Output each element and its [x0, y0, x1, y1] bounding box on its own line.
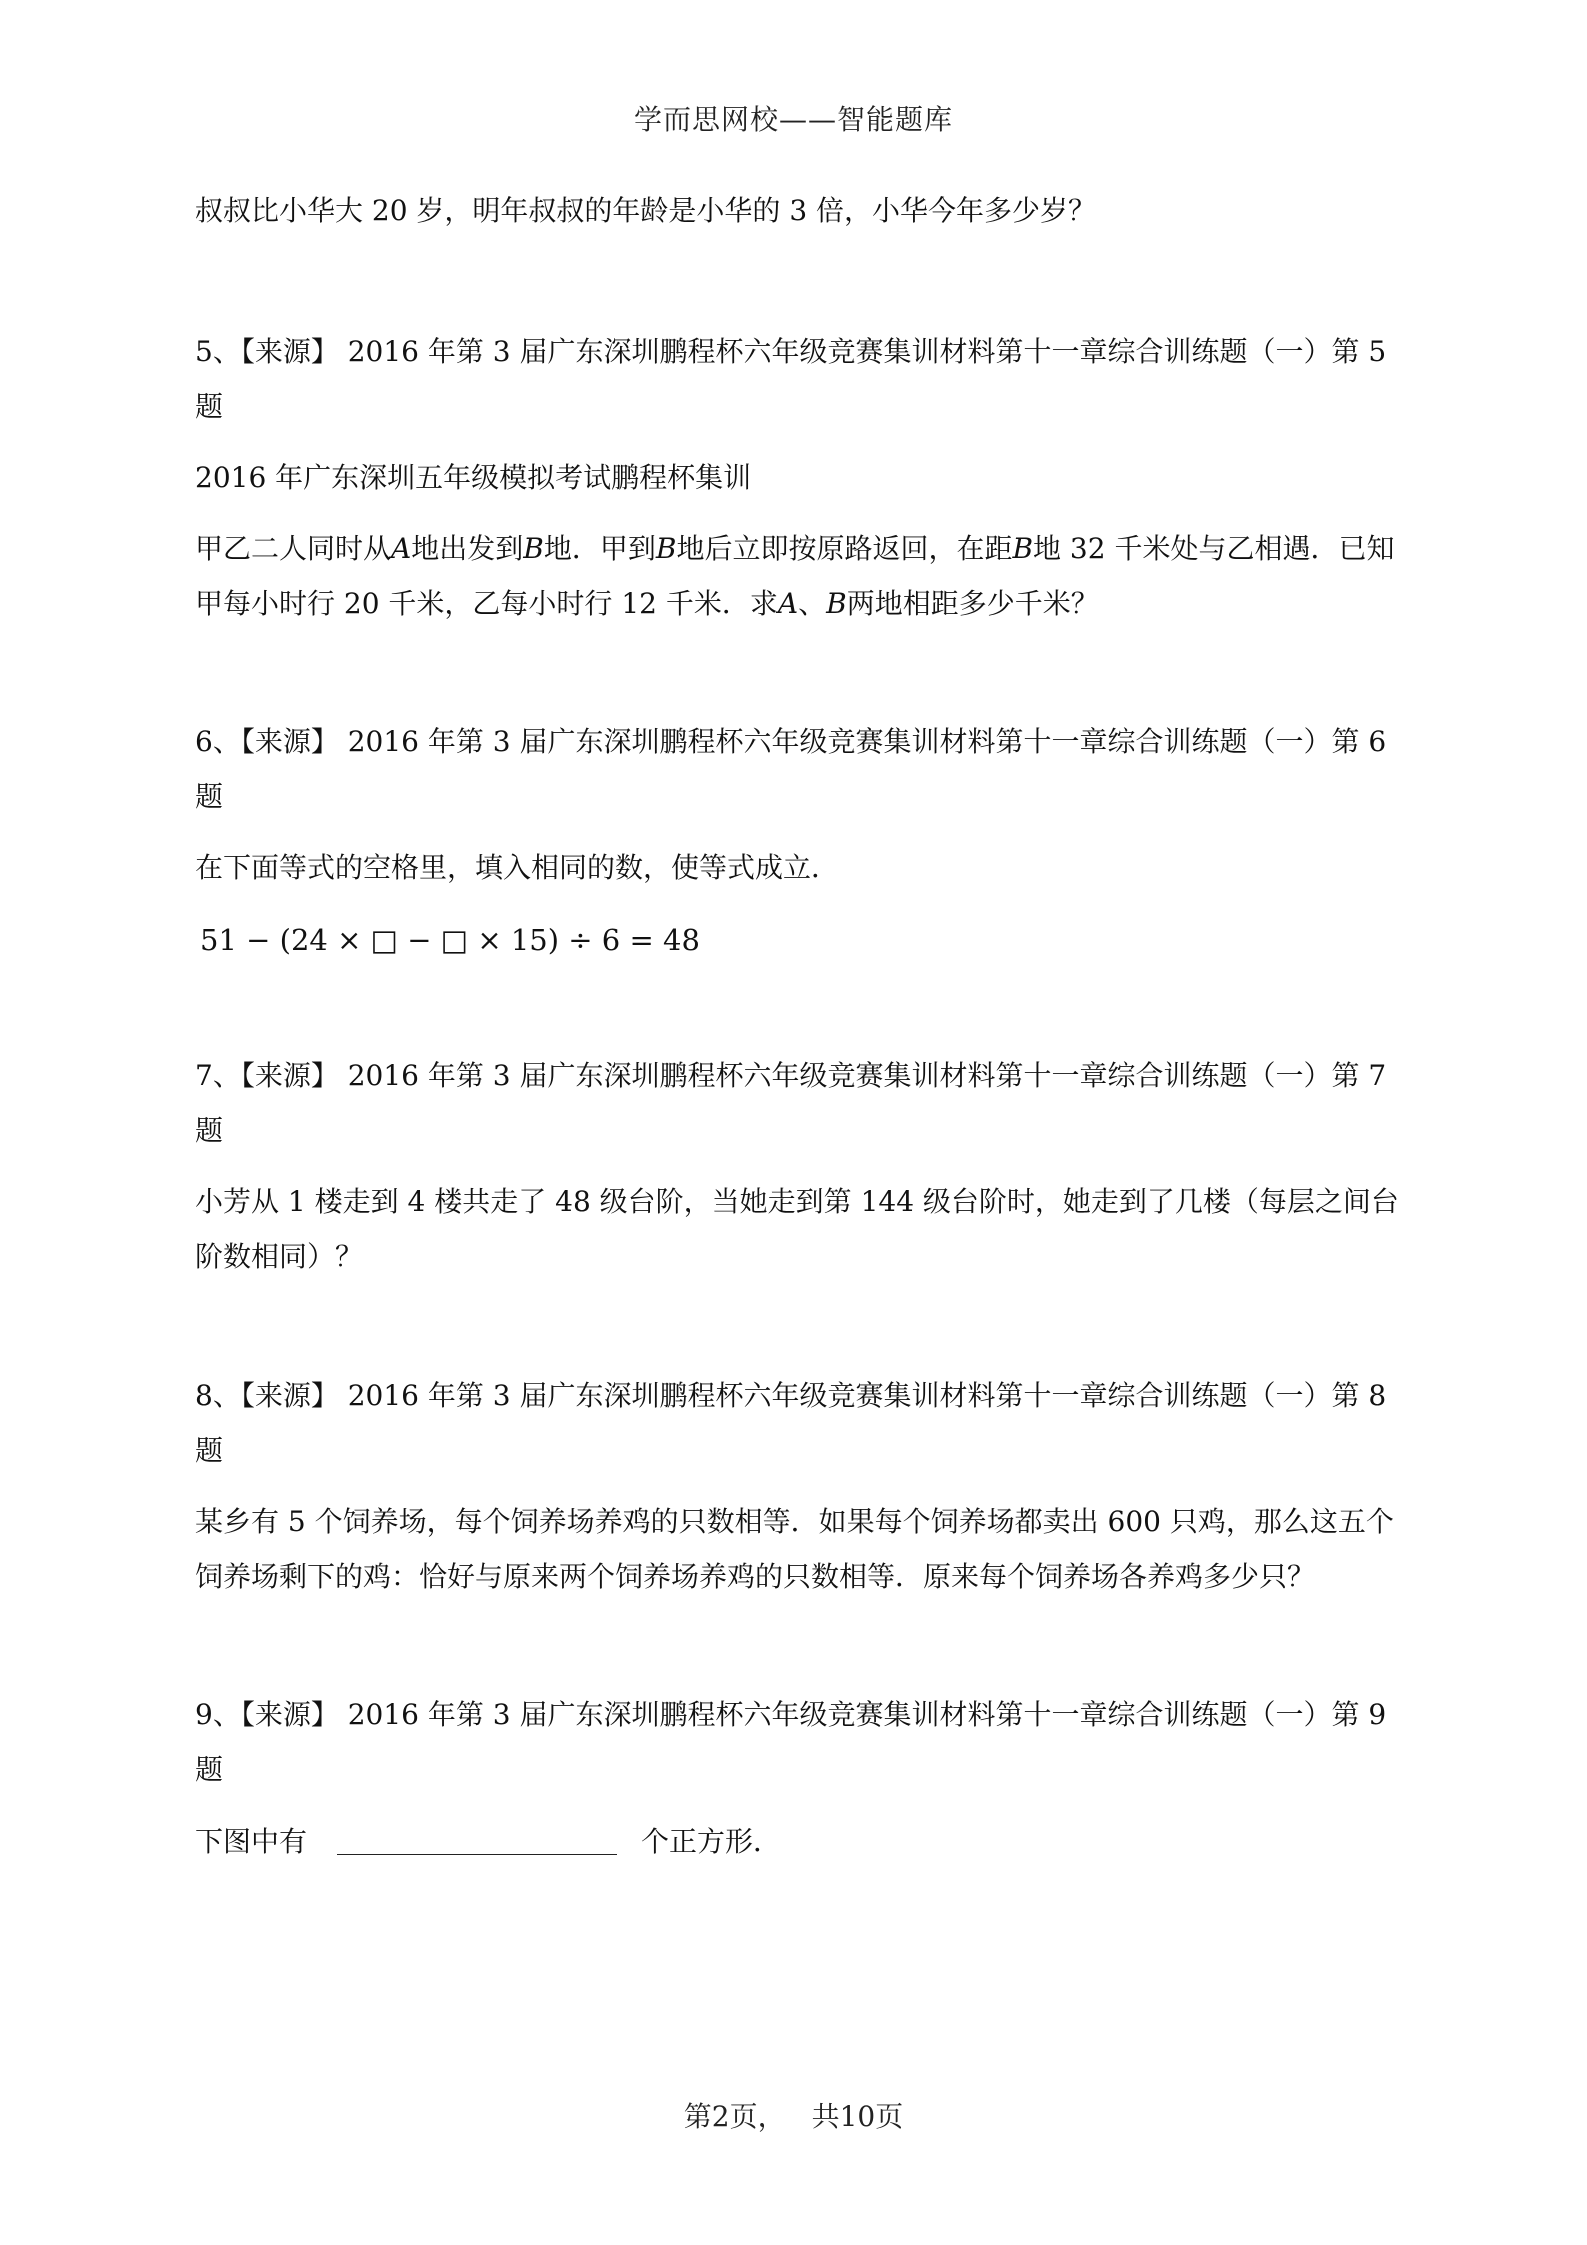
- page-total: 共10页: [811, 2100, 904, 2133]
- q5-variable-b: B: [523, 532, 544, 565]
- q5-variable-b: B: [1012, 532, 1034, 565]
- q9-text: [195, 1824, 1395, 1860]
- q8-text-line-2: 饲养场剩下的鸡：恰好与原来两个饲养场养鸡的只数相等．原来每个饲养场各养鸡多少只？: [195, 1560, 1316, 1593]
- q5-text-segment: 地 32 千米处与乙相遇．已知: [1033, 532, 1395, 565]
- q8-source-line-2: 题: [195, 1434, 224, 1467]
- q7-text-line-1: 小芳从 1 楼走到 4 楼共走了 48 级台阶，当她走到第 144 级台阶时，她走到了几楼（每层之间台: [195, 1185, 1399, 1218]
- q7-source-line-1: 7、【来源】 2016 年第 3 届广东深圳鹏程杯六年级竞赛集训材料第十一章综合训练题（一）第 7: [195, 1059, 1387, 1092]
- q9-text-after: 个正方形．: [641, 1825, 782, 1858]
- q5-variable-a: A: [777, 587, 799, 620]
- q6-formula: 51 − (24 × □ − □ × 15) ÷ 6 = 48: [200, 923, 700, 957]
- q5-text-line-2: [195, 586, 1395, 622]
- q5-source-line-1: 5、【来源】 2016 年第 3 届广东深圳鹏程杯六年级竞赛集训材料第十一章综合训练题（一）第 5: [195, 335, 1387, 368]
- q9-answer-blank[interactable]: [337, 1826, 617, 1855]
- q5-text-segment: 甲每小时行 20 千米，乙每小时行 12 千米．求: [195, 587, 778, 620]
- q8-text-line-1: 某乡有 5 个饲养场，每个饲养场养鸡的只数相等．如果每个饲养场都卖出 600 只鸡，那么这五个: [195, 1505, 1394, 1538]
- q5-variable-b: B: [655, 532, 677, 565]
- q5-subsource: 2016 年广东深圳五年级模拟考试鹏程杯集训: [195, 461, 752, 494]
- page-header: 学而思网校——智能题库: [633, 103, 953, 136]
- q5-text-segment: 、: [798, 587, 827, 620]
- q5-text-segment: 地后立即按原路返回，在距: [676, 532, 1013, 565]
- q9-source-line-2: 题: [195, 1753, 224, 1786]
- q5-source-line-2: 题: [195, 390, 224, 423]
- q5-variable-a: A: [391, 532, 412, 565]
- q5-text-segment: 地出发到: [411, 532, 524, 565]
- q5-text-segment: 甲乙二人同时从: [195, 532, 392, 565]
- q6-text: 在下面等式的空格里，填入相同的数，使等式成立．: [195, 851, 840, 884]
- q5-text-segment: 地．甲到: [543, 532, 656, 565]
- q7-source-line-2: 题: [195, 1114, 224, 1147]
- q9-source-line-1: 9、【来源】 2016 年第 3 届广东深圳鹏程杯六年级竞赛集训材料第十一章综合训练题（一）第 9: [195, 1698, 1387, 1731]
- q5-text-segment: 两地相距多少千米？: [846, 587, 1099, 620]
- page-footer: [0, 2095, 1587, 2135]
- q9-text-before: 下图中有: [195, 1825, 308, 1858]
- q6-source-line-2: 题: [195, 780, 224, 813]
- q7-text-line-2: 阶数相同）？: [195, 1240, 364, 1273]
- q8-source-line-1: 8、【来源】 2016 年第 3 届广东深圳鹏程杯六年级竞赛集训材料第十一章综合训练题（一）第 8: [195, 1379, 1387, 1412]
- intro-question-text: 叔叔比小华大 20 岁，明年叔叔的年龄是小华的 3 倍，小华今年多少岁？: [195, 194, 1097, 227]
- page-number: 第2页，: [683, 2100, 786, 2133]
- q6-source-line-1: 6、【来源】 2016 年第 3 届广东深圳鹏程杯六年级竞赛集训材料第十一章综合训练题（一）第 6: [195, 725, 1387, 758]
- q5-variable-b: B: [826, 587, 847, 620]
- q5-text-line-1: [195, 531, 1395, 567]
